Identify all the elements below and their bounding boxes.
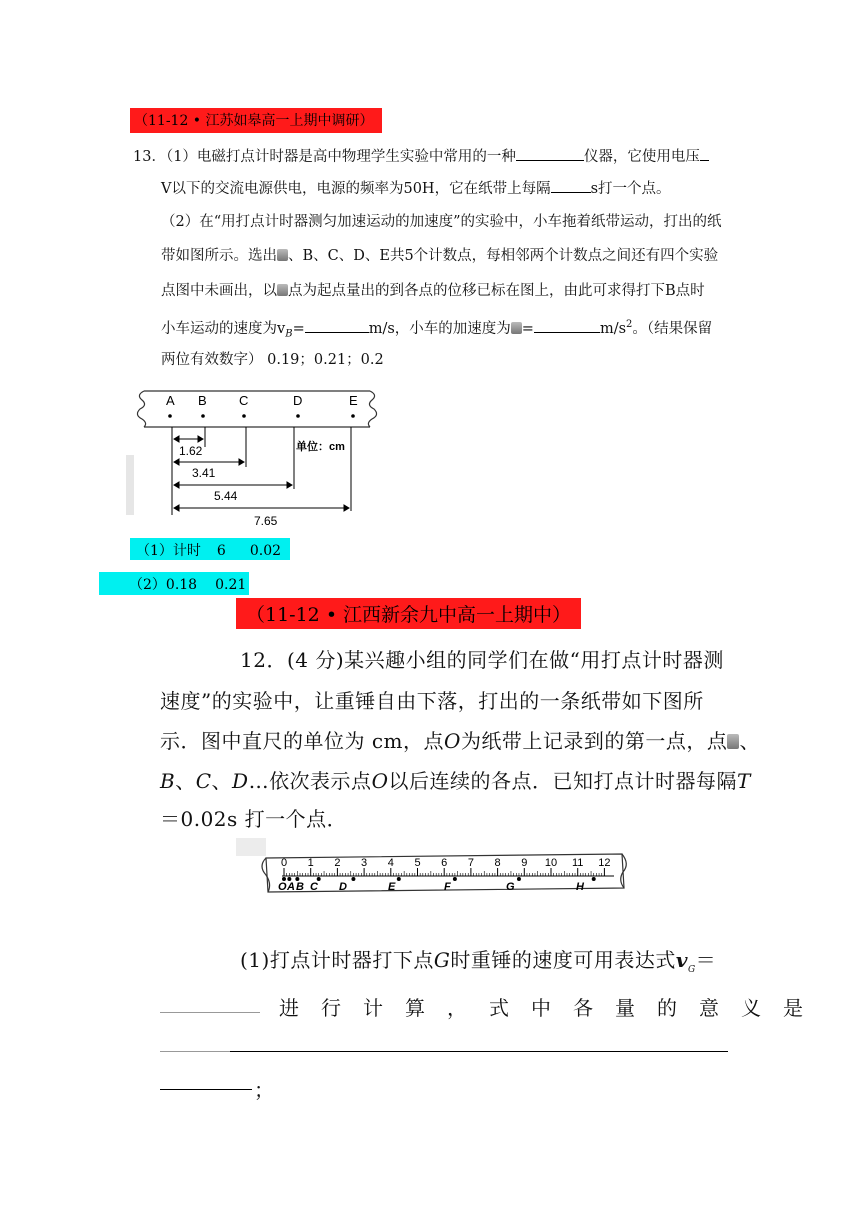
blank-interval[interactable]	[551, 192, 591, 193]
ruler-ticks	[281, 857, 611, 876]
tape-point-label: C	[310, 881, 318, 893]
point-label: E	[349, 393, 358, 408]
q12-var: T	[736, 769, 751, 793]
blank-meaning-end[interactable]	[160, 1089, 252, 1090]
a-symbol-icon	[277, 249, 288, 261]
q13-text: s打一个点。	[590, 181, 671, 197]
q12-text: ＝0.02s 打一个点．	[160, 807, 348, 831]
tape-point-label: A	[287, 881, 295, 893]
q13-text: 。（结果保留	[632, 320, 713, 337]
unit-label: 单位：cm	[296, 441, 345, 453]
q12-text: ＝	[695, 948, 717, 972]
tape-dot	[168, 414, 172, 418]
q13-text: 点图中未画出，以	[161, 283, 277, 299]
q13-part2-line2	[161, 246, 718, 266]
a-symbol-icon	[277, 284, 288, 296]
q12-var: D	[232, 769, 249, 793]
q13-text: =	[292, 320, 305, 337]
tape-point-label: O	[278, 881, 287, 893]
distance-label: 3.41	[192, 466, 216, 480]
q12-text: 时重锤的速度可用表达式	[450, 948, 676, 972]
subscript: B	[285, 328, 293, 340]
source-tag-1	[130, 108, 382, 133]
tape-point-label: E	[388, 881, 396, 893]
scan-artifact	[236, 838, 266, 856]
ruler-tick-label: 12	[598, 857, 611, 869]
blank-meaning-start[interactable]	[160, 1051, 230, 1052]
tape-edge	[144, 391, 370, 427]
scan-artifact	[126, 455, 134, 515]
q12-line4	[160, 765, 751, 794]
tape-right-edge	[368, 391, 376, 427]
ruler-tick-label: 2	[334, 857, 341, 869]
q13-text: 点为起点量出的到各点的位移已标在图上，由此可求得打下B点时	[288, 283, 705, 299]
question-number: 13．	[133, 149, 166, 165]
ruler-tick-label: 11	[571, 857, 584, 869]
point-label: A	[166, 393, 175, 408]
blank-vb[interactable]	[305, 332, 369, 333]
q13-part2-line1	[161, 212, 722, 232]
q12-line2	[160, 685, 704, 714]
ruler-tick-label: 6	[441, 857, 448, 869]
answer-text: 0.02	[249, 543, 282, 559]
q12-sub1-line1	[240, 944, 716, 975]
answer-text: （2）0.18	[129, 577, 198, 593]
question-13-line2	[161, 179, 671, 199]
q13-text: （2）在“用打点计时器测匀加速运动的加速度”的实验中，小车拖着纸带运动，打出的纸	[161, 214, 722, 230]
point-label: C	[239, 393, 249, 408]
q13-text: m/s，小车的加速度为	[368, 320, 511, 337]
answer-text: （1）计时	[136, 543, 201, 559]
tape-point-label: G	[506, 881, 515, 893]
q13-text: 小车运动的速度为v	[161, 320, 286, 337]
tape-point-label: H	[576, 881, 584, 893]
q12-line5	[160, 803, 347, 832]
ruler-tick-label: 4	[387, 857, 394, 869]
source-tag-1-text: （11-12 • 江苏如皋高一上期中调研）	[134, 113, 374, 129]
point-label: D	[293, 393, 303, 408]
q12-text: 为纸带上记录到的第一点，点	[460, 729, 728, 753]
ruler-tick-label: 0	[280, 857, 288, 869]
ruler-tick-label: 1	[307, 857, 314, 869]
tape-point-label: D	[339, 881, 347, 893]
ruler-tick-label: 3	[361, 857, 368, 869]
q12-var: G	[433, 948, 451, 972]
q12-text: 、	[175, 769, 196, 793]
q13-text: =	[521, 320, 534, 337]
q12-line1	[240, 644, 724, 673]
distance-label: 5.44	[214, 489, 238, 503]
tape-dot	[351, 414, 355, 418]
answer-text: 0.21	[215, 577, 247, 593]
q13-part2-line3	[161, 281, 705, 301]
tape-point-label: B	[296, 881, 304, 893]
tape-dot	[296, 414, 300, 418]
q12-semicolon	[254, 1074, 275, 1103]
q12-line3: 示．图中直尺的单位为 cm，点O为纸带上记录到的第一点，点 、	[160, 729, 760, 753]
tape-point-label: F	[444, 881, 451, 893]
q12-var: B	[160, 769, 176, 793]
q13-part2-line5	[161, 350, 384, 370]
q13-text: 仪器，它使用电压	[583, 149, 700, 165]
point-label: B	[198, 393, 207, 408]
q12-text: (1)打点计时器打下点	[240, 948, 434, 972]
q12-text: 、	[211, 769, 233, 793]
superscript: 2	[626, 319, 633, 330]
distance-label: 7.65	[254, 514, 278, 528]
blank-meaning-line[interactable]	[230, 1051, 728, 1052]
tape-point	[517, 877, 521, 881]
tape-point	[351, 877, 355, 881]
blank-voltage[interactable]	[700, 160, 709, 161]
a-symbol-icon	[511, 322, 522, 334]
question-13-line1	[133, 147, 709, 167]
paper-tape-figure	[122, 385, 382, 533]
ruler-tick-label: 9	[521, 857, 528, 869]
q13-text: 、B、C、D、E共5个计数点，每相邻两个计数点之间还有四个实验	[288, 248, 719, 264]
answer-2	[99, 572, 249, 595]
tape-dot	[201, 414, 205, 418]
q12-text: ；	[254, 1078, 275, 1102]
q12-text: …依次表示点	[248, 769, 372, 793]
a-symbol-icon	[727, 734, 739, 749]
source-tag-2-text: （11-12 • 江西新余九中高一上期中）	[246, 604, 572, 626]
q13-text: 两位有效数字） 0.19；0.21；0.2	[161, 352, 384, 368]
q13-text: （1）电磁打点计时器是高中物理学生实验中常用的一种	[165, 149, 516, 165]
q12-var: O	[371, 769, 389, 793]
tape-point	[453, 877, 457, 881]
tape-left-edge	[137, 391, 145, 427]
source-tag-2	[236, 598, 581, 629]
blank-expression[interactable]	[160, 1012, 260, 1013]
tape-dot	[242, 414, 246, 418]
q13-text: m/s	[599, 320, 627, 337]
q13-part2-line4	[161, 315, 712, 345]
q12-var: v	[675, 948, 688, 972]
q12-var: C	[195, 769, 212, 793]
distance-label: 1.62	[179, 444, 203, 458]
q13-text: V以下的交流电源供电，电源的频率为50H，它在纸带上每隔	[161, 181, 551, 197]
ruler-tick-label: 8	[494, 857, 501, 869]
ruler-tick-label: 7	[467, 857, 474, 869]
q12-sub1-line2	[279, 992, 825, 1021]
blank-acceleration[interactable]	[534, 332, 600, 333]
q12-text: 12．(4 分)某兴趣小组的同学们在做“用打点计时器测	[240, 648, 724, 672]
blank-instrument[interactable]	[516, 160, 584, 161]
ruler-tick-label: 10	[544, 857, 558, 869]
q12-text: 示．图中直尺的单位为 cm，点	[160, 729, 445, 753]
q13-text: 带如图所示。选出	[161, 248, 277, 264]
subscript: G	[687, 965, 696, 975]
ruler-tick-label: 5	[414, 857, 421, 869]
tape-point	[397, 877, 401, 881]
ruler-figure	[232, 832, 632, 922]
q12-var: O	[444, 729, 461, 753]
q12-text: 进行计算，式中各量的意义是	[279, 996, 825, 1020]
q12-text: 速度”的实验中，让重锤自由下落，打出的一条纸带如下图所	[160, 689, 704, 713]
q12-text: 以后连续的各点．已知打点计时器每隔	[388, 769, 737, 793]
tape-point	[592, 877, 596, 881]
answer-1	[130, 538, 290, 560]
answer-text: 6	[216, 543, 226, 559]
